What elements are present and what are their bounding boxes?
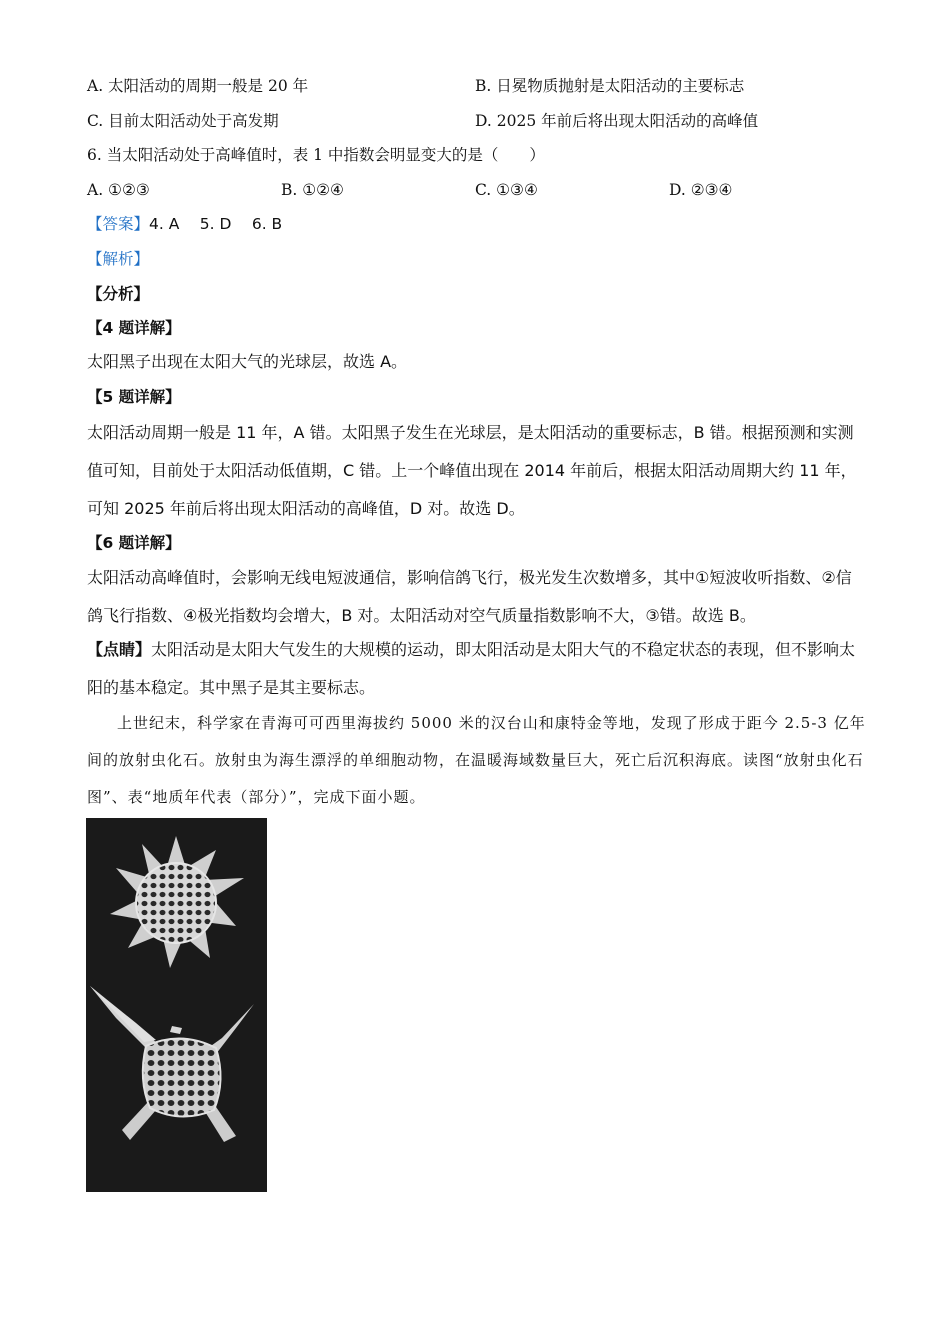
radiolarian-fossil-image (86, 818, 267, 1192)
dianjing-paragraph (87, 631, 867, 707)
q5-option-a: A. 太阳活动的周期一般是 20 年 (87, 77, 309, 95)
detail4-label: 【4 题详解】 (87, 319, 181, 337)
q6-option-a: A. ①②③ (87, 181, 150, 199)
dianjing-text: 太阳活动是太阳大气发生的大规模的运动，即太阳活动是太阳大气的不稳定状态的表现，但不影响太阳的基本稳定。其中黑子是其主要标志。 (87, 640, 856, 697)
fenxi-label: 【分析】 (87, 285, 150, 303)
q5-option-d: D. 2025 年前后将出现太阳活动的高峰值 (475, 112, 759, 130)
detail5-text: 太阳活动周期一般是 11 年，A 错。太阳黑子发生在光球层，是太阳活动的重要标志，B 错。根据预测和实测值可知，目前处于太阳活动低值期，C 错。上一个峰值出现在 2014 年前后，根据太阳活动周期大约 11 年，可知 2025 年前后将出现太阳活动的高峰值，D 对。故选 D。 (87, 423, 857, 518)
intro-paragraph: 上世纪末，科学家在青海可可西里海拔约 5000 米的汉台山和康特金等地，发现了形成于距今 2.5-3 亿年间的放射虫化石。放射虫为海生漂浮的单细胞动物，在温暖海域数量巨大，死亡后沉积海底。读图“放射虫化石图”、表“地质年代表（部分）”，完成下面小题。 (87, 714, 866, 806)
q6-stem: 6. 当太阳活动处于高峰值时，表 1 中指数会明显变大的是（ ） (87, 146, 545, 164)
dianjing-label: 【点睛】 (87, 640, 152, 659)
analysis-label: 【解析】 (87, 250, 150, 268)
detail4-text: 太阳黑子出现在太阳大气的光球层，故选 A。 (87, 352, 408, 371)
radiolarian-fossil-drawing (86, 818, 267, 1192)
answer-text: 4. A 5. D 6. B (149, 215, 283, 233)
detail6-text: 太阳活动高峰值时，会影响无线电短波通信，影响信鸽飞行，极光发生次数增多，其中①短波收听指数、②信鸽飞行指数、④极光指数均会增大，B 对。太阳活动对空气质量指数影响不大，③错。故选 B。 (87, 568, 852, 625)
q6-option-d: D. ②③④ (669, 181, 733, 199)
four-armed-radiolarian (90, 986, 254, 1142)
answer-line (87, 214, 282, 234)
detail6-label: 【6 题详解】 (87, 534, 181, 552)
q5-option-b: B. 日冕物质抛射是太阳活动的主要标志 (475, 77, 745, 95)
spherical-radiolarian (110, 836, 244, 968)
q6-option-b: B. ①②④ (281, 181, 344, 199)
answer-label: 【答案】 (87, 215, 150, 233)
q6-option-c: C. ①③④ (475, 181, 538, 199)
detail5-label: 【5 题详解】 (87, 388, 181, 406)
q5-option-c: C. 目前太阳活动处于高发期 (87, 112, 279, 130)
